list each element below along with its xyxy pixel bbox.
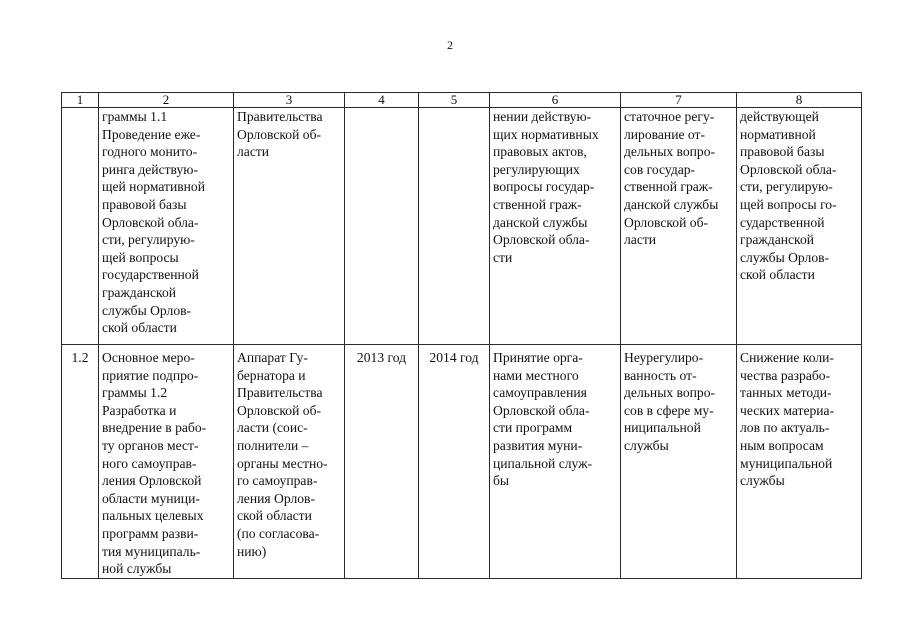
header-row	[62, 93, 862, 108]
start-year-cell: 2013 год	[345, 345, 419, 579]
consequences-cell: статочное регу- лирование от- дельных вопро- сов государ- ственной граж- данской службы Орловской об- ласти	[621, 108, 737, 345]
executor-cell: Аппарат Гу- бернатора и Правительства Орловской об- ласти (соис- полнители – органы местно- го самоуправ- ления Орлов- ской области (по согласова- нию)	[234, 345, 345, 579]
header-col-3: 3	[234, 93, 345, 108]
end-year-cell: 2014 год	[419, 345, 490, 579]
header-col-7: 7	[621, 93, 737, 108]
row-number-cell: 1.2	[62, 345, 99, 579]
header-col-5: 5	[419, 93, 490, 108]
row-number-cell	[62, 108, 99, 345]
header-col-8: 8	[737, 93, 862, 108]
header-col-1: 1	[62, 93, 99, 108]
page-number: 2	[447, 38, 453, 52]
header-col-4: 4	[345, 93, 419, 108]
indicator-link-cell: действующей нормативной правовой базы Орловской обла- сти, регулирую- щей вопросы го- сударственной гражданской службы Орлов- ской области	[737, 108, 862, 345]
executor-cell: Правительства Орловской об- ласти	[234, 108, 345, 345]
activity-name-cell: граммы 1.1 Проведение еже- годного монито- ринга действую- щей нормативной правовой базы Орловской обла- сти, регулирую- щей вопросы государственной гражданской службы Орлов- ской области	[99, 108, 234, 345]
activity-name-cell: Основное меро- приятие подпро- граммы 1.2 Разработка и внедрение в рабо- ту органов мест- ного самоуправ- ления Орловской области муници- пальных целевых программ разви- тия муниципаль- ной службы	[99, 345, 234, 579]
end-year-cell	[419, 108, 490, 345]
start-year-cell	[345, 108, 419, 345]
activities-table	[61, 92, 862, 579]
indicator-link-cell: Снижение коли- чества разрабо- танных методи- ческих материа- лов по актуаль- ным вопросам муниципальной службы	[737, 345, 862, 579]
header-col-6: 6	[490, 93, 621, 108]
table-row	[62, 108, 862, 345]
consequences-cell: Неурегулиро- ванность от- дельных вопро- сов в сфере му- ниципальной службы	[621, 345, 737, 579]
expected-result-cell: Принятие орга- нами местного самоуправления Орловской обла- сти программ развития муни- ципальной служ- бы	[490, 345, 621, 579]
table-row	[62, 345, 862, 579]
expected-result-cell: нении действую- щих нормативных правовых актов, регулирующих вопросы государ- ственной граж- данской службы Орловской обла- сти	[490, 108, 621, 345]
header-col-2: 2	[99, 93, 234, 108]
